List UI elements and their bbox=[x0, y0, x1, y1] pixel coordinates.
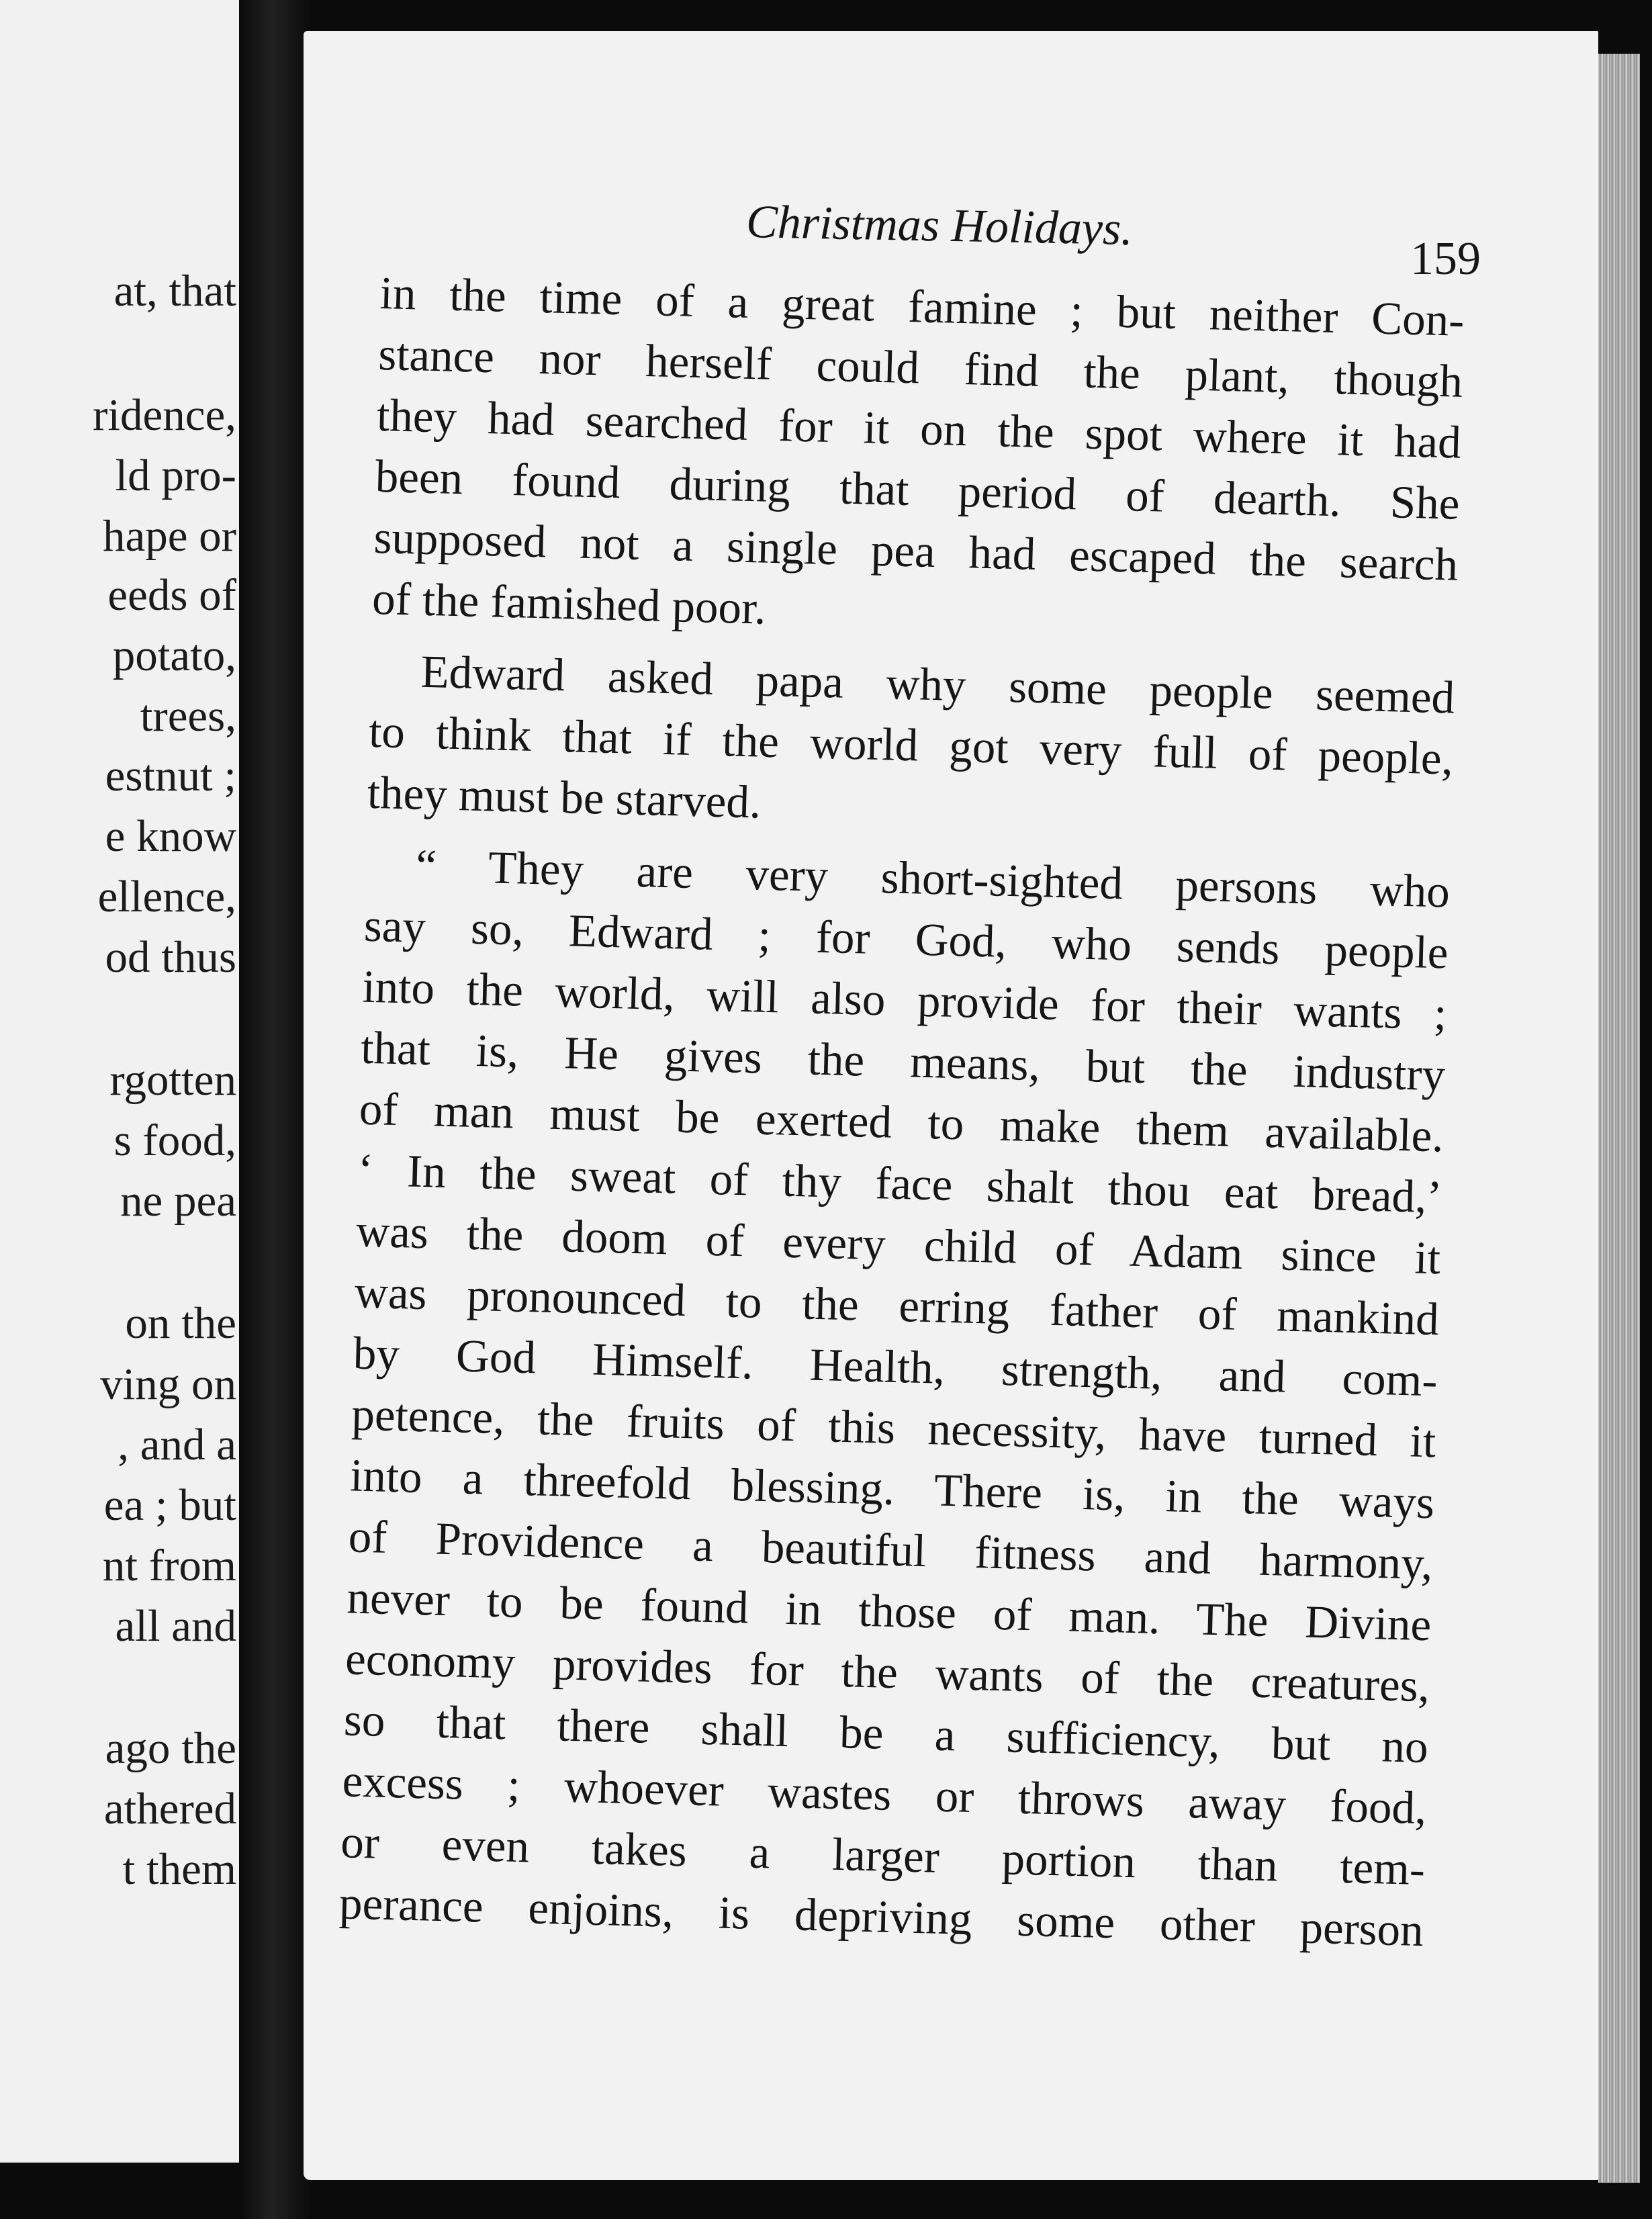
left-page-line: at, that bbox=[113, 266, 236, 316]
text-line: of man must be exerted to make them available. bbox=[359, 1083, 1444, 1162]
left-page-line: ving on bbox=[100, 1359, 236, 1409]
text-line: that is, He gives the means, but the industry bbox=[360, 1022, 1446, 1101]
left-page-line: ne pea bbox=[120, 1176, 236, 1226]
text-line: into a threefold blessing. There is, in the ways bbox=[349, 1449, 1435, 1529]
text-line: “ They are very short-sighted persons who bbox=[415, 840, 1451, 917]
text-line: to think that if the world got very full of people, bbox=[368, 705, 1454, 784]
text-line: been found during that period of dearth. She bbox=[374, 450, 1461, 529]
text-line: petence, the fruits of this necessity, have turned it bbox=[351, 1388, 1437, 1467]
left-page-line: on the bbox=[125, 1298, 236, 1348]
text-line: by God Himself. Health, strength, and com- bbox=[352, 1327, 1438, 1406]
text-line: never to be found in those of man. The Divine bbox=[346, 1572, 1432, 1651]
text-line: into the world, will also provide for their wants ; bbox=[361, 960, 1448, 1040]
left-page bbox=[0, 0, 243, 2163]
right-page bbox=[304, 31, 1598, 2180]
text-line: in the time of a great famine ; but neither Con- bbox=[379, 267, 1465, 346]
text-line: so that there shall be a sufficiency, but no bbox=[343, 1694, 1429, 1773]
left-page-line: ld pro- bbox=[115, 451, 236, 500]
body-text bbox=[338, 263, 1465, 1961]
text-line: was pronounced to the erring father of mankind bbox=[354, 1266, 1440, 1345]
text-line: excess ; whoever wastes or throws away food, bbox=[341, 1755, 1428, 1834]
book-gutter bbox=[239, 0, 312, 2219]
left-page-line: s food, bbox=[113, 1116, 236, 1165]
left-page-line: od thus bbox=[105, 932, 236, 982]
text-line: they had searched for it on the spot where it had bbox=[376, 389, 1462, 468]
text-line: ‘ In the sweat of thy face shalt thou eat bread,’ bbox=[357, 1144, 1443, 1223]
left-page-line: hape or bbox=[102, 511, 236, 561]
text-line: perance enjoins, is depriving some other person bbox=[338, 1877, 1424, 1956]
left-page-line: potato, bbox=[112, 631, 236, 680]
text-line: of Providence a beautiful fitness and harmony, bbox=[348, 1510, 1434, 1590]
text-line: or even takes a larger portion than tem- bbox=[340, 1816, 1426, 1895]
running-head: Christmas Holidays. bbox=[745, 195, 1134, 256]
left-page-line: ea ; but bbox=[103, 1480, 236, 1530]
text-line: was the doom of every child of Adam since it bbox=[355, 1205, 1441, 1284]
left-page-line: nt from bbox=[102, 1541, 236, 1590]
paragraph bbox=[338, 834, 1451, 1961]
left-page-line: e know bbox=[105, 811, 236, 861]
text-line: stance nor herself could find the plant, though bbox=[377, 328, 1464, 407]
text-line: say so, Edward ; for God, who sends people bbox=[363, 899, 1449, 979]
text-line: they must be starved. bbox=[367, 766, 762, 828]
left-page-line: estnut ; bbox=[105, 751, 236, 801]
text-line: supposed not a single pea had escaped the search bbox=[373, 511, 1459, 590]
text-line: economy provides for the wants of the creatures, bbox=[345, 1633, 1430, 1712]
left-page-line: t them bbox=[122, 1844, 236, 1894]
left-page-line: ridence, bbox=[93, 390, 236, 440]
left-page-line: , and a bbox=[118, 1420, 236, 1469]
left-page-line: all and bbox=[115, 1601, 236, 1651]
paragraph bbox=[371, 263, 1465, 657]
left-page-line: ellence, bbox=[97, 872, 236, 921]
left-page-line: eeds of bbox=[107, 570, 236, 620]
left-page-line: trees, bbox=[140, 691, 236, 741]
page-edge bbox=[1598, 54, 1640, 2183]
left-page-line: athered bbox=[103, 1784, 236, 1833]
page-number: 159 bbox=[1410, 233, 1481, 285]
text-line: Edward asked papa why some people seemed bbox=[420, 645, 1456, 723]
left-page-line: rgotten bbox=[109, 1055, 236, 1105]
text-line: of the famished poor. bbox=[371, 572, 767, 634]
paragraph bbox=[367, 640, 1455, 851]
left-page-line: ago the bbox=[105, 1723, 236, 1773]
